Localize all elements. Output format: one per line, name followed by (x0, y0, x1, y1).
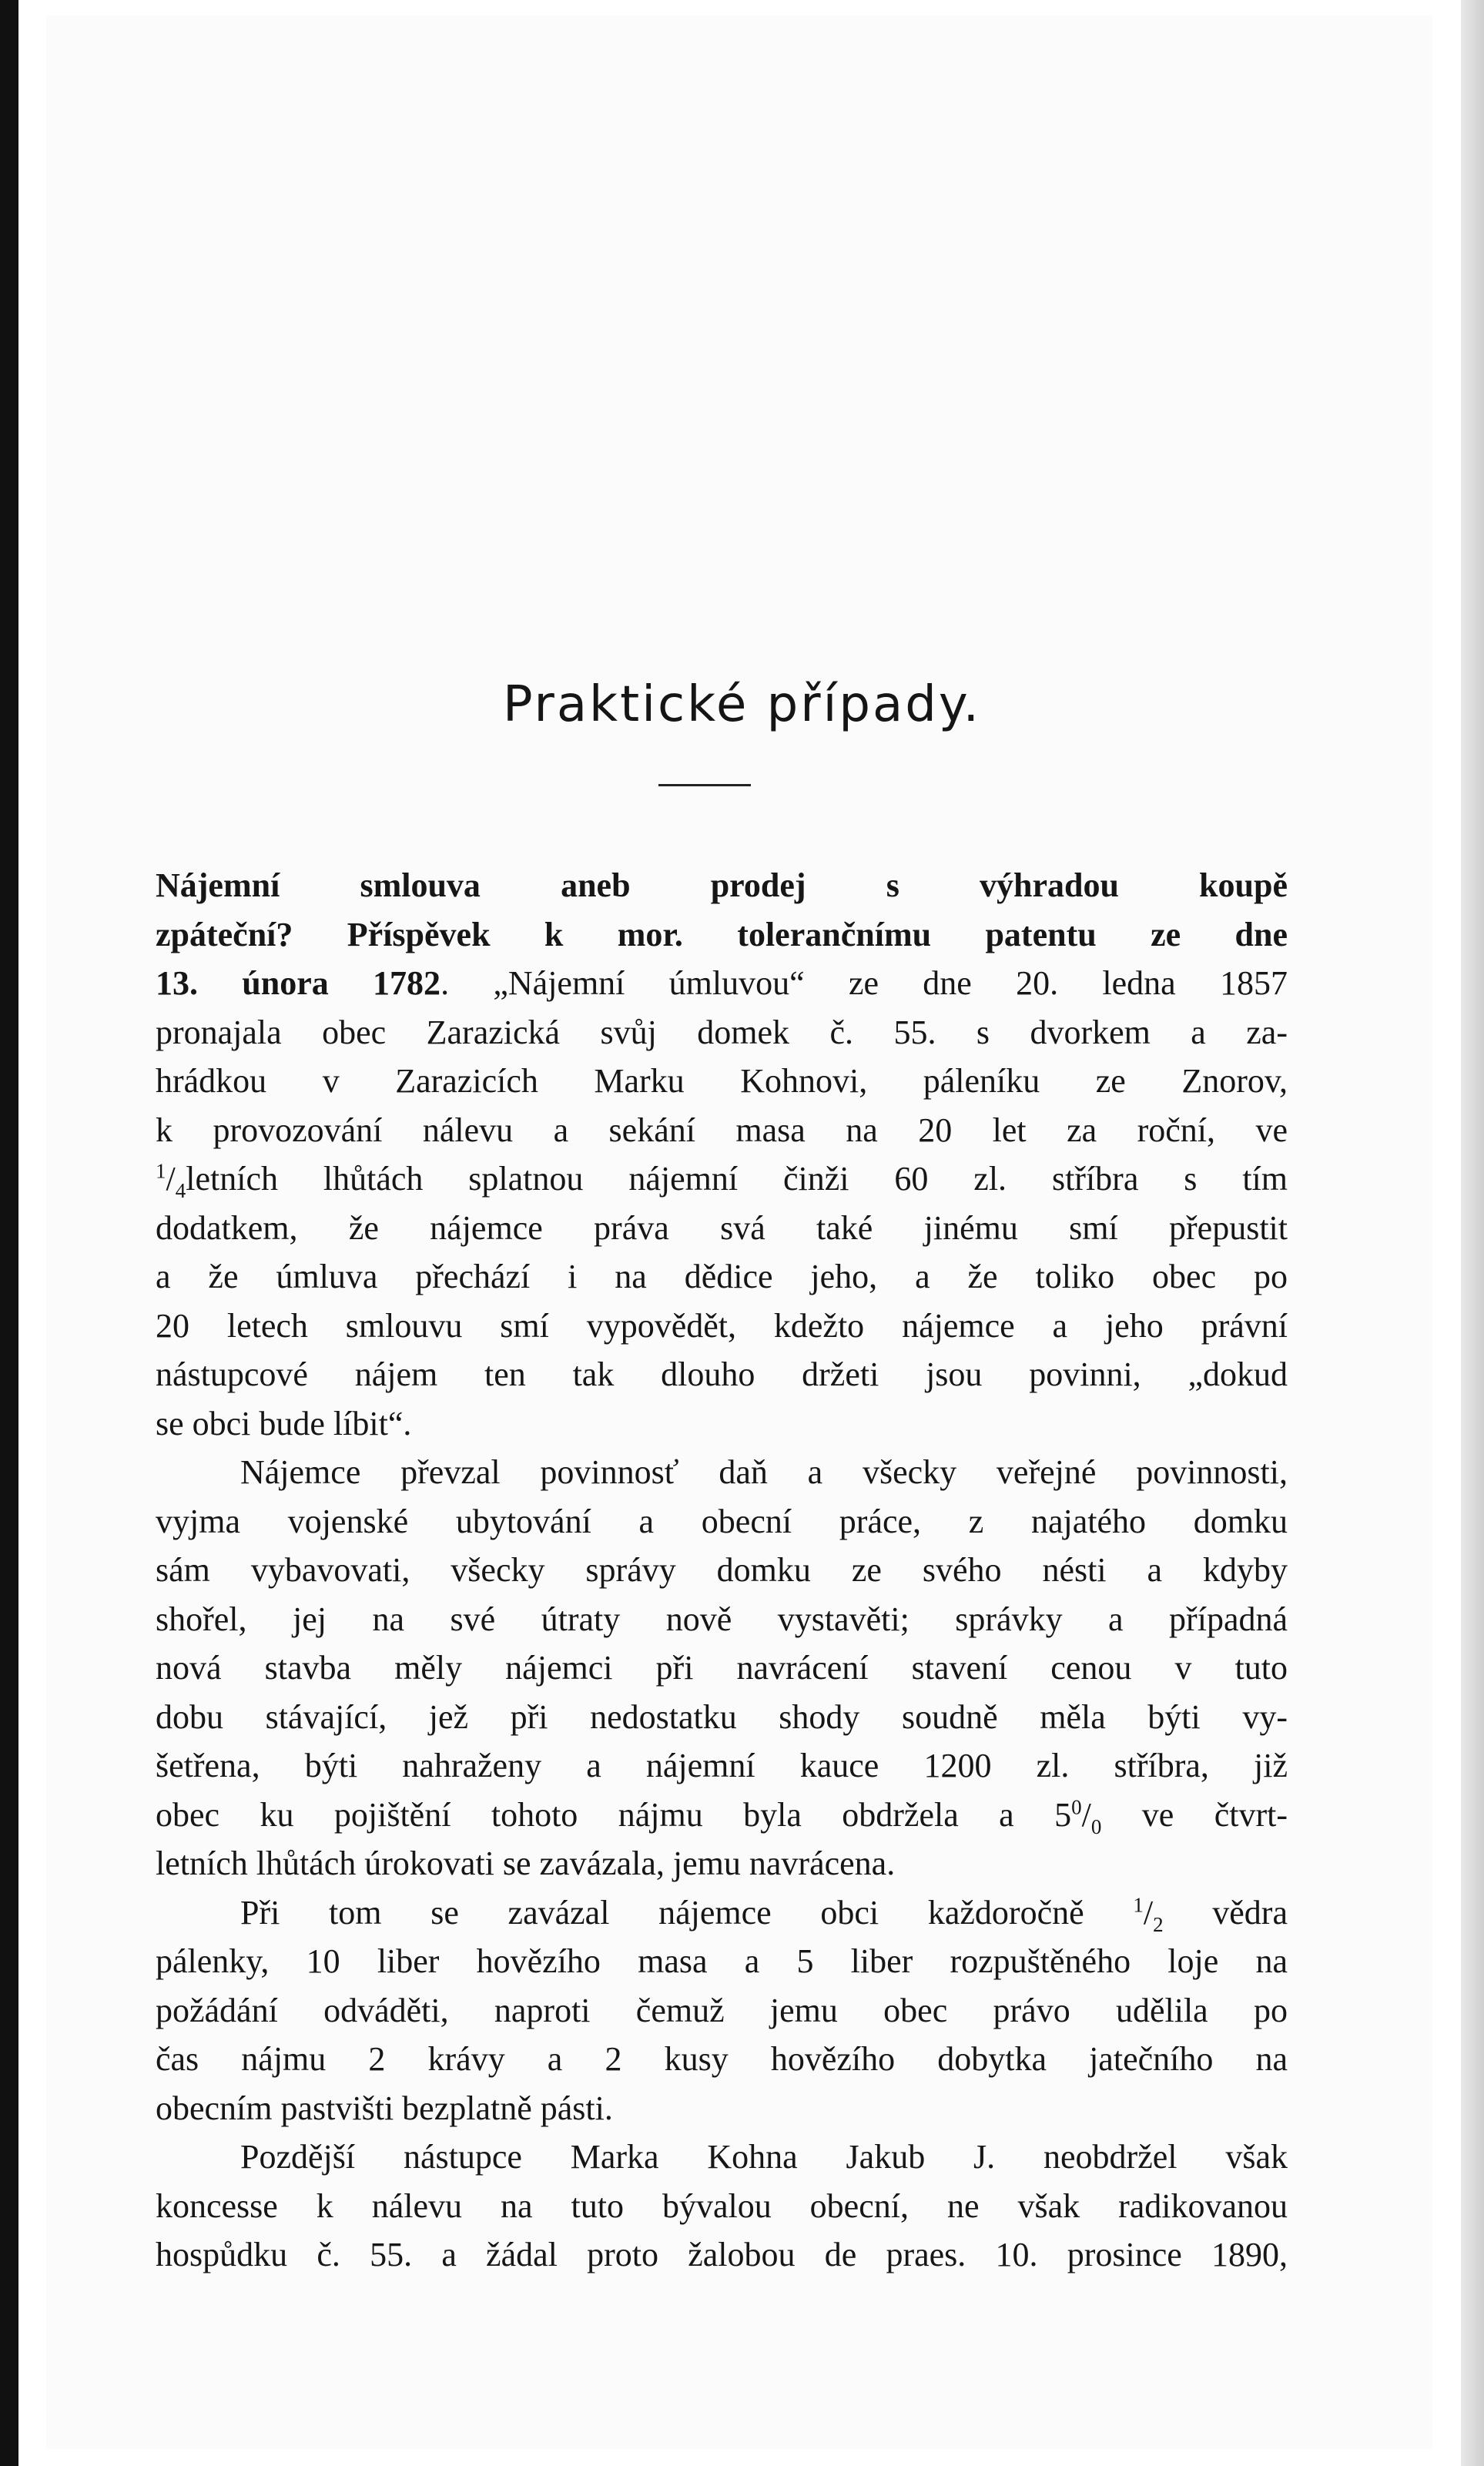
text-line: shořel, jej na své útraty nově vystavěti; správky a případná (156, 1600, 1288, 1638)
fraction-numerator: 1 (1133, 1892, 1144, 1916)
text-line: hrádkou v Zarazicích Marku Kohnovi, páleníku ze Znorov, (156, 1062, 1288, 1100)
fraction-denominator: 2 (1153, 1912, 1164, 1936)
scan-right-border (1461, 0, 1484, 2466)
body-text (156, 861, 1288, 2280)
text-line: sám vybavovati, všecky správy domku ze svého nésti a kdyby (156, 1551, 1288, 1589)
heading-line: zpáteční? Příspěvek k mor. tolerančnímu patentu ze dne (156, 915, 1288, 953)
text-line: nová stavba měly nájemci při navrácení stavení cenou v tuto (156, 1649, 1288, 1687)
text-line: Při tom se zavázal nájemce obci každoročně $^1/_2$ vědra (240, 1892, 1288, 1936)
page-title: Praktické případy. (503, 676, 981, 733)
text-line: obec ku pojištění tohoto nájmu byla obdržela a $5^0/_0$ ve čtvrt- (156, 1794, 1288, 1838)
fraction-numerator: 1 (156, 1159, 166, 1183)
text-line: letních lhůtách úrokovati se zavázala, jemu navrácena. (156, 1844, 896, 1882)
text-line: pronajala obec Zarazická svůj domek č. 55. s dvorkem a za- (156, 1013, 1288, 1051)
heading-line: Nájemní smlouva aneb prodej s výhradou koupě (156, 866, 1288, 904)
text-line: nástupcové nájem ten tak dlouho držeti jsou povinni, „dokud (156, 1355, 1288, 1393)
text-line: Pozdější nástupce Marka Kohna Jakub J. neobdržel však (240, 2138, 1288, 2176)
title-divider (658, 784, 751, 786)
heading-date: 13. února 1782 (156, 964, 441, 1002)
text-line: 20 letech smlouvu smí vypovědět, kdežto nájemce a jeho právní (156, 1306, 1288, 1345)
text-line: 13. února 1782. „Nájemní úmluvou“ ze dne 20. ledna 1857 (156, 964, 1288, 1002)
text-line: $^1/_4letních$ lhůtách splatnou nájemní činži 60 zl. stříbra s tím (156, 1159, 1288, 1202)
text-line: a že úmluva přechází i na dědice jeho, a že toliko obec po (156, 1258, 1288, 1295)
text-line: dodatkem, že nájemce práva svá také jinému smí přepustit (156, 1208, 1288, 1247)
text-line: vyjma vojenské ubytování a obecní práce, z najatého domku (156, 1502, 1288, 1540)
text-line: obecním pastvišti bezplatně pásti. (156, 2089, 613, 2127)
text-line: k provozování nálevu a sekání masa na 20 let za roční, ve (156, 1111, 1288, 1149)
text-line: Nájemce převzal povinnosť daň a všecky veřejné povinnosti, (240, 1453, 1288, 1491)
text-line: požádání odváděti, naproti čemuž jemu obec právo udělila po (156, 1991, 1288, 2029)
text-line: pálenky, 10 liber hovězího masa a 5 liber rozpuštěného loje na (156, 1942, 1288, 1980)
percent-sup: 0 (1071, 1794, 1082, 1818)
text-line: čas nájmu 2 krávy a 2 kusy hovězího dobytka jatečního na (156, 2040, 1288, 2078)
text-line: šetřena, býti nahraženy a nájemní kauce 1200 zl. stříbra, již (156, 1747, 1288, 1784)
text-line: hospůdku č. 55. a žádal proto žalobou de praes. 10. prosince 1890, (156, 2236, 1288, 2273)
scan-left-border (0, 0, 18, 2466)
text-line: koncesse k nálevu na tuto bývalou obecní, ne však radikovanou (156, 2186, 1288, 2225)
fraction-denominator: 4 (175, 1178, 186, 1202)
text-line: se obci bude líbit“. (156, 1404, 412, 1442)
percent-sub: 0 (1090, 1814, 1102, 1838)
text-line: dobu stávající, jež při nedostatku shody soudně měla býti vy- (156, 1697, 1288, 1736)
